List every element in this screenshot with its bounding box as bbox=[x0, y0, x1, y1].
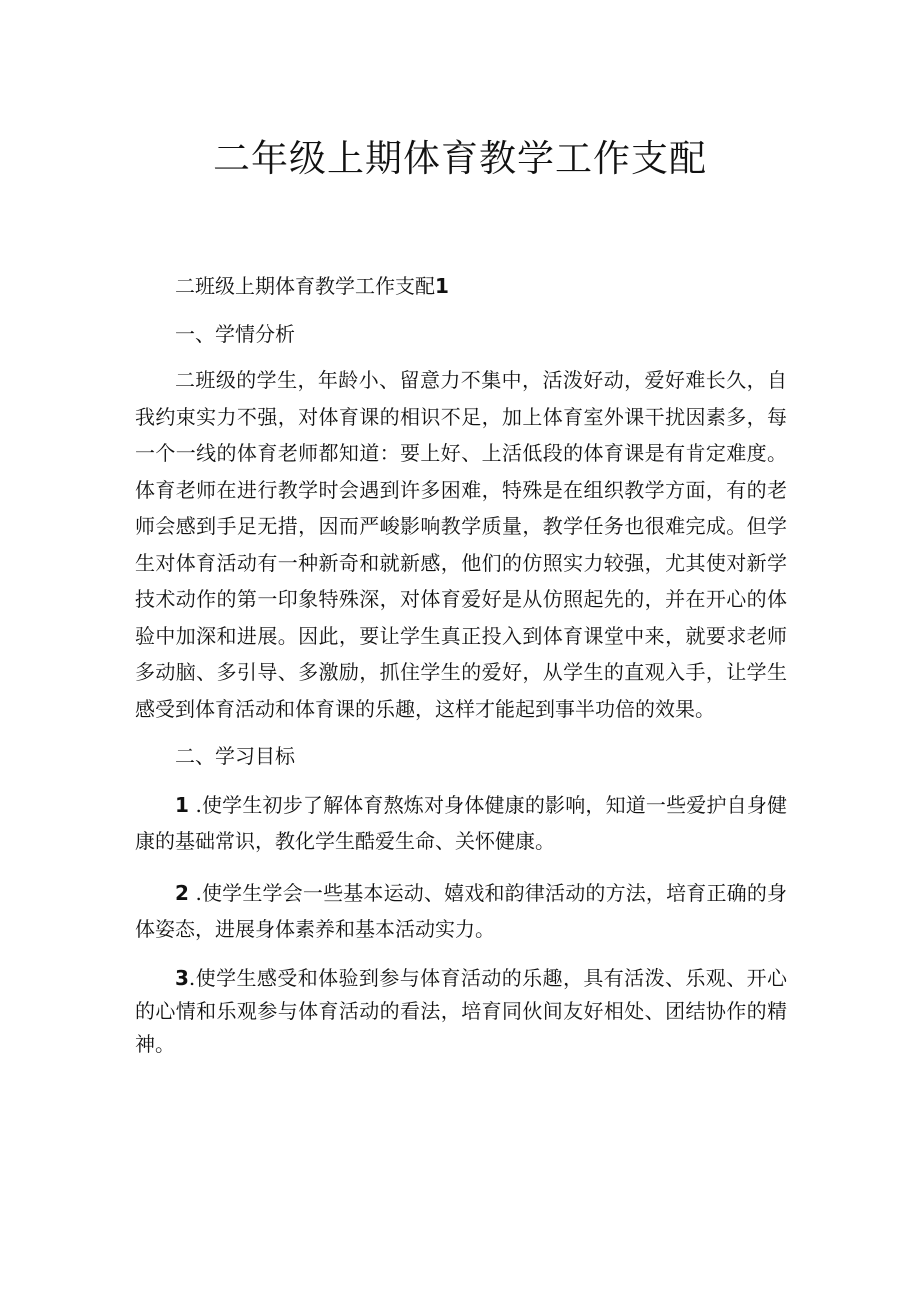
section-heading-analysis: 一、学情分析 bbox=[175, 321, 295, 346]
goal-text: .使学生感受和体验到参与体育活动的乐趣，具有活泼、乐观、开心的心情和乐观参与体育活动的看法，培育同伙间友好相处、团结协作的精神。 bbox=[135, 965, 787, 1056]
document-title: 二年级上期体育教学工作支配 bbox=[213, 137, 707, 180]
goal-text: .使学生学会一些基本运动、嬉戏和韵律活动的方法，培育正确的身体姿态，进展身体素养和基本活动实力。 bbox=[135, 880, 788, 941]
subtitle-paragraph bbox=[135, 268, 787, 305]
subtitle-number: 1 bbox=[435, 274, 449, 298]
goal-item bbox=[135, 875, 787, 948]
subtitle-text: 二班级上期体育教学工作支配 bbox=[175, 274, 435, 298]
document-body bbox=[135, 268, 787, 1061]
goal-number: 1 bbox=[175, 792, 189, 817]
goal-text: .使学生初步了解体育熬炼对身体健康的影响，知道一些爱护自身健康的基础常识，教化学生酷爱生命、关怀健康。 bbox=[135, 792, 788, 853]
analysis-paragraph: 二班级的学生，年龄小、留意力不集中，活泼好动，爱好难长久，自我约束实力不强，对体育课的相识不足，加上体育室外课干扰因素多，每一个一线的体育老师都知道：要上好、上活低段的体育课是有肯定难度。体育老师在进行教学时会遇到许多困难，特殊是在组织教学方面，有的老师会感到手足无措，因而严峻影响教学质量，教学任务也很难完成。但学生对体育活动有一种新奇和就新感，他们的仿照实力较强，尤其使对新学技术动作的第一印象特殊深，对体育爱好是从仿照起先的，并在开心的体验中加深和进展。因此，要让学生真正投入到体育课堂中来，就要求老师多动脑、多引导、多激励，抓住学生的爱好，从学生的直观入手，让学生感受到体育活动和体育课的乐趣，这样才能起到事半功倍的效果。 bbox=[135, 368, 787, 721]
goal-number: 2 bbox=[175, 880, 189, 905]
goal-item bbox=[135, 787, 787, 860]
goal-number: 3 bbox=[175, 965, 189, 990]
goal-item bbox=[135, 962, 787, 1061]
section-heading-goals: 二、学习目标 bbox=[175, 744, 295, 768]
